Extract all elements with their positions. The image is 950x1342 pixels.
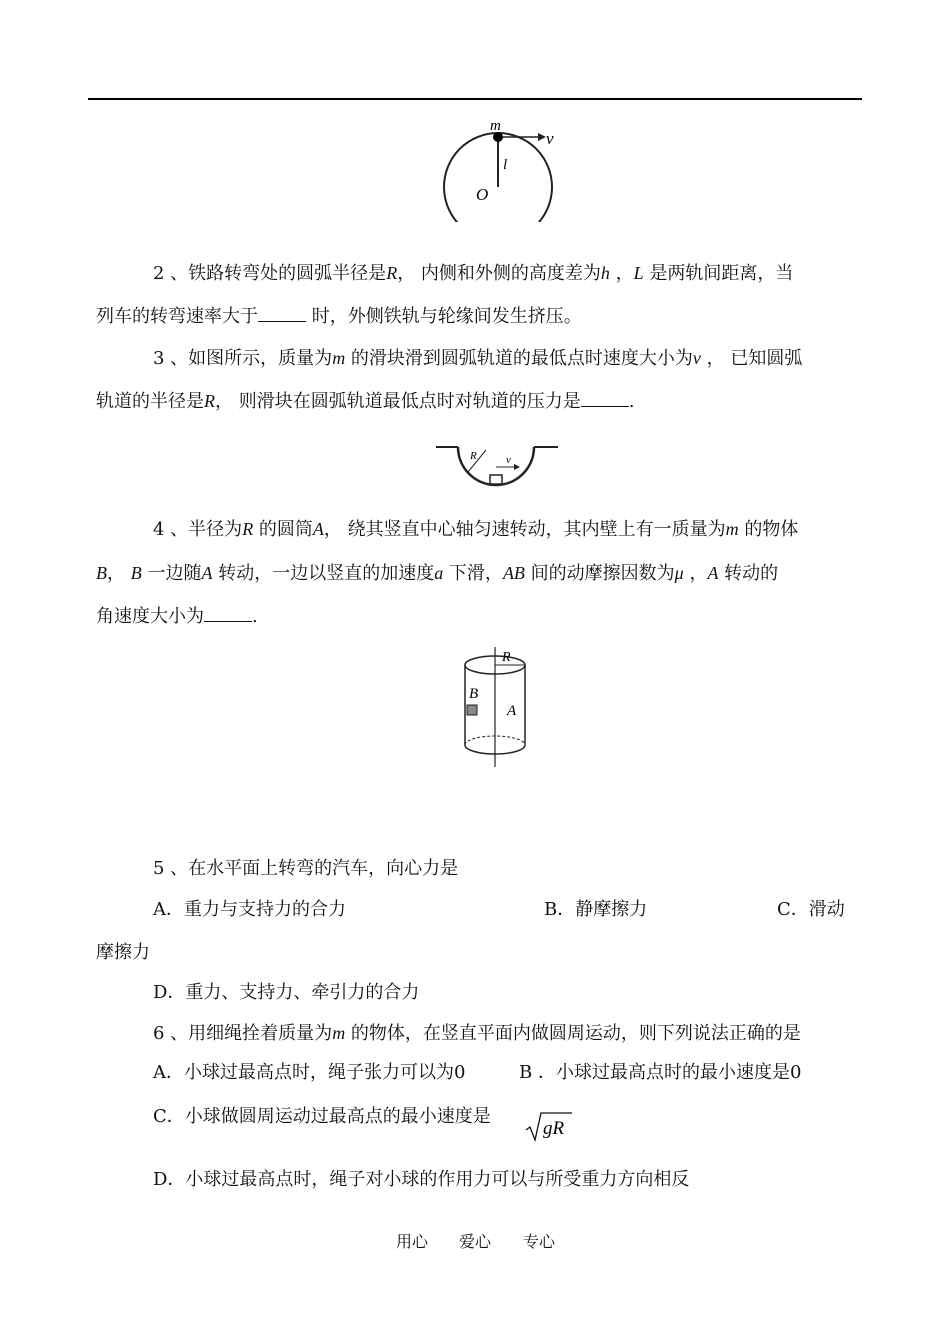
footer-text-2: 爱心 (459, 1232, 492, 1251)
label-R-fig3: R (470, 450, 477, 462)
q2-line1: 2 、铁路转弯处的圆弧半径是R， 内侧和外侧的高度差为h ，L 是两轨间距离，当 (153, 263, 794, 284)
velocity-arrowhead-fig3 (514, 464, 520, 470)
label-R-fig4: R (502, 650, 511, 665)
q3-line2: 轨道的半径是R， 则滑块在圆弧轨道最低点时对轨道的压力是 . (96, 391, 635, 412)
slider-block (490, 475, 502, 484)
label-v: v (546, 129, 554, 148)
q3-line1: 3 、如图所示，质量为m 的滑块滑到圆弧轨道的最低点时速度大小为v ， 已知圆弧 (153, 348, 803, 369)
sqrt-gR (524, 1110, 574, 1144)
velocity-arrowhead (538, 133, 546, 141)
label-O: O (476, 185, 489, 204)
footer-text-1: 用心 (396, 1232, 429, 1251)
q2-line2: 列车的转弯速率大于 时，外侧铁轨与轮缘间发生挤压。 (96, 306, 582, 327)
figure-cylinder (455, 645, 540, 770)
header-rule (88, 98, 862, 100)
q6-option-a: A．小球过最高点时，绳子张力可以为0 (153, 1062, 466, 1083)
label-A-fig4: A (507, 703, 517, 719)
label-v-fig3: v (506, 454, 511, 466)
q4-line1: 4 、半径为R 的圆筒A， 绕其竖直中心轴匀速转动，其内壁上有一质量为m 的物体 (153, 519, 799, 540)
q6-stem: 6 、用细绳拴着质量为m 的物体，在竖直平面内做圆周运动，则下列说法正确的是 (153, 1023, 801, 1044)
figure-vertical-circle (430, 112, 570, 222)
figure-arc-track (432, 442, 562, 492)
answer-blank-q2 (258, 305, 306, 322)
q6-option-d: D．小球过最高点时，绳子对小球的作用力可以与所受重力方向相反 (153, 1169, 690, 1190)
block-B (467, 705, 477, 715)
q5-option-c-cont: 摩擦力 (96, 942, 150, 963)
q6-option-b: B ．小球过最高点时的最小速度是0 (519, 1062, 802, 1083)
label-m: m (490, 118, 501, 134)
answer-blank-q4 (204, 605, 252, 622)
q4-line3: 角速度大小为 . (96, 606, 258, 627)
answer-blank-q3 (581, 390, 629, 407)
q5-option-d: D．重力、支持力、牵引力的合力 (153, 982, 420, 1003)
q6-option-c: C．小球做圆周运动过最高点的最小速度是 (153, 1106, 491, 1127)
q5-stem: 5 、在水平面上转弯的汽车，向心力是 (153, 858, 459, 879)
q5-option-c: C．滑动 (777, 899, 845, 920)
label-l: l (503, 157, 508, 173)
q4-line2: B， B 一边随A 转动，一边以竖直的加速度a 下滑，AB 间的动摩擦因数为μ ，A 转动的 (96, 563, 779, 584)
q5-option-a: A．重力与支持力的合力 (153, 899, 346, 920)
footer-text-3: 专心 (523, 1232, 556, 1251)
q5-option-b: B．静摩擦力 (544, 899, 648, 920)
label-B-fig4: B (469, 686, 479, 702)
radicand: gR (543, 1118, 565, 1139)
